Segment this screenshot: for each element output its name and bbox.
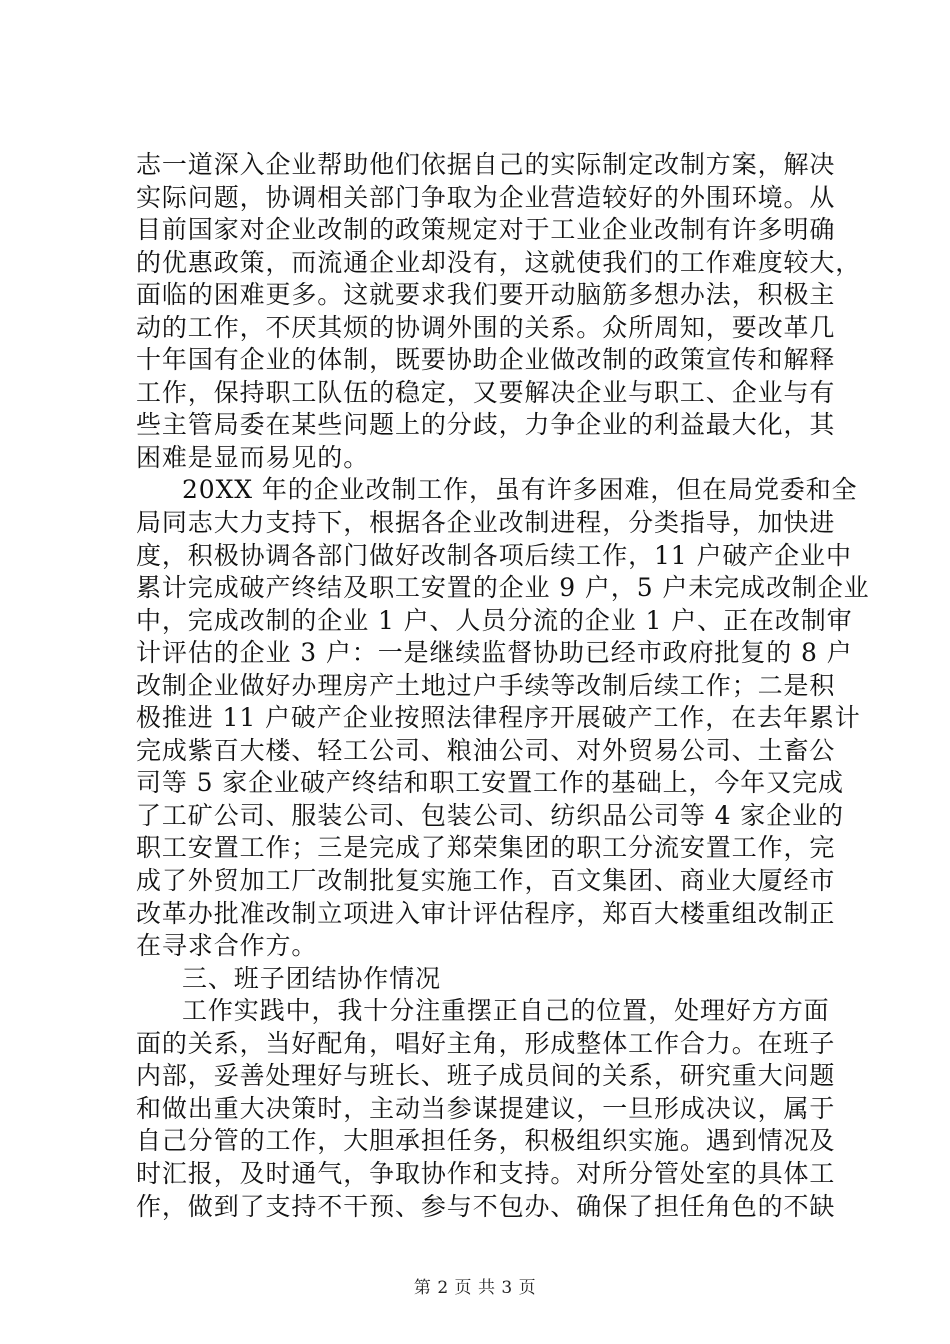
document-body (136, 149, 870, 1223)
text-line: 在寻求合作方。 (136, 931, 318, 961)
text-line: 累计完成破产终结及职工安置的企业 9 户，5 户未完成改制企业 (136, 573, 870, 603)
text-line: 和做出重大决策时，主动当参谋提建议，一旦形成决议，属于 (136, 1093, 836, 1123)
text-line: 改制企业做好办理房产土地过户手续等改制后续工作；二是积 (136, 670, 836, 700)
text-line: 些主管局委在某些问题上的分歧，力争企业的利益最大化，其 (136, 410, 836, 440)
paragraph-1 (136, 149, 862, 474)
text-line: 改革办批准改制立项进入审计评估程序，郑百大楼重组改制正 (136, 898, 836, 928)
text-line: 作，做到了支持不干预、参与不包办、确保了担任角色的不缺 (136, 1191, 836, 1221)
text-line: 的优惠政策，而流通企业却没有，这就使我们的工作难度较大， (136, 247, 862, 277)
text-line: 困难是显而易见的。 (136, 442, 370, 472)
text-line: 司等 5 家企业破产终结和职工安置工作的基础上，今年又完成 (136, 768, 844, 798)
text-line: 局同志大力支持下，根据各企业改制进程，分类指导，加快进 (136, 508, 836, 538)
text-line: 内部，妥善处理好与班长、班子成员间的关系，研究重大问题 (136, 1061, 836, 1091)
text-line: 中，完成改制的企业 1 户、人员分流的企业 1 户、正在改制审 (136, 605, 853, 635)
section-heading-3 (136, 963, 826, 996)
text-line: 20XX 年的企业改制工作，虽有许多困难，但在局党委和全 (182, 475, 858, 505)
text-line: 十年国有企业的体制，既要协助企业做改制的政策宣传和解释 (136, 345, 836, 375)
text-line: 志一道深入企业帮助他们依据自己的实际制定改制方案，解决 (136, 150, 836, 179)
text-line: 面临的困难更多。这就要求我们要开动脑筋多想办法，积极主 (136, 280, 836, 310)
text-line: 实际问题，协调相关部门争取为企业营造较好的外围环境。从 (136, 182, 836, 212)
text-line: 时汇报，及时通气，争取协作和支持。对所分管处室的具体工 (136, 1158, 836, 1188)
paragraph-2 (136, 474, 870, 962)
text-line: 了工矿公司、服装公司、包装公司、纺织品公司等 4 家企业的 (136, 800, 844, 830)
text-line: 目前国家对企业改制的政策规定对于工业企业改制有许多明确 (136, 215, 836, 245)
text-line: 度，积极协调各部门做好改制各项后续工作，11 户破产企业中 (136, 540, 852, 570)
text-line: 极推进 11 户破产企业按照法律程序开展破产工作，在去年累计 (136, 703, 861, 733)
page-number: 第 2 页 共 3 页 (413, 1278, 537, 1298)
text-line: 职工安置工作；三是完成了郑荣集团的职工分流安置工作，完 (136, 833, 836, 863)
text-line: 动的工作，不厌其烦的协调外围的关系。众所周知，要改革几 (136, 312, 836, 342)
page-footer (0, 1273, 950, 1298)
text-line: 面的关系，当好配角，唱好主角，形成整体工作合力。在班子 (136, 1028, 836, 1058)
text-line: 计评估的企业 3 户：一是继续监督协助已经市政府批复的 8 户 (136, 638, 853, 668)
paragraph-3 (136, 995, 836, 1223)
text-line: 自己分管的工作，大胆承担任务，积极组织实施。遇到情况及 (136, 1126, 836, 1156)
text-line: 工作，保持职工队伍的稳定，又要解决企业与职工、企业与有 (136, 377, 836, 407)
text-line: 完成紫百大楼、轻工公司、粮油公司、对外贸易公司、土畜公 (136, 735, 836, 765)
text-line: 工作实践中，我十分注重摆正自己的位置，处理好方方面 (182, 996, 830, 1026)
section-heading: 三、班子团结协作情况 (182, 963, 442, 993)
text-line: 成了外贸加工厂改制批复实施工作，百文集团、商业大厦经市 (136, 866, 836, 896)
